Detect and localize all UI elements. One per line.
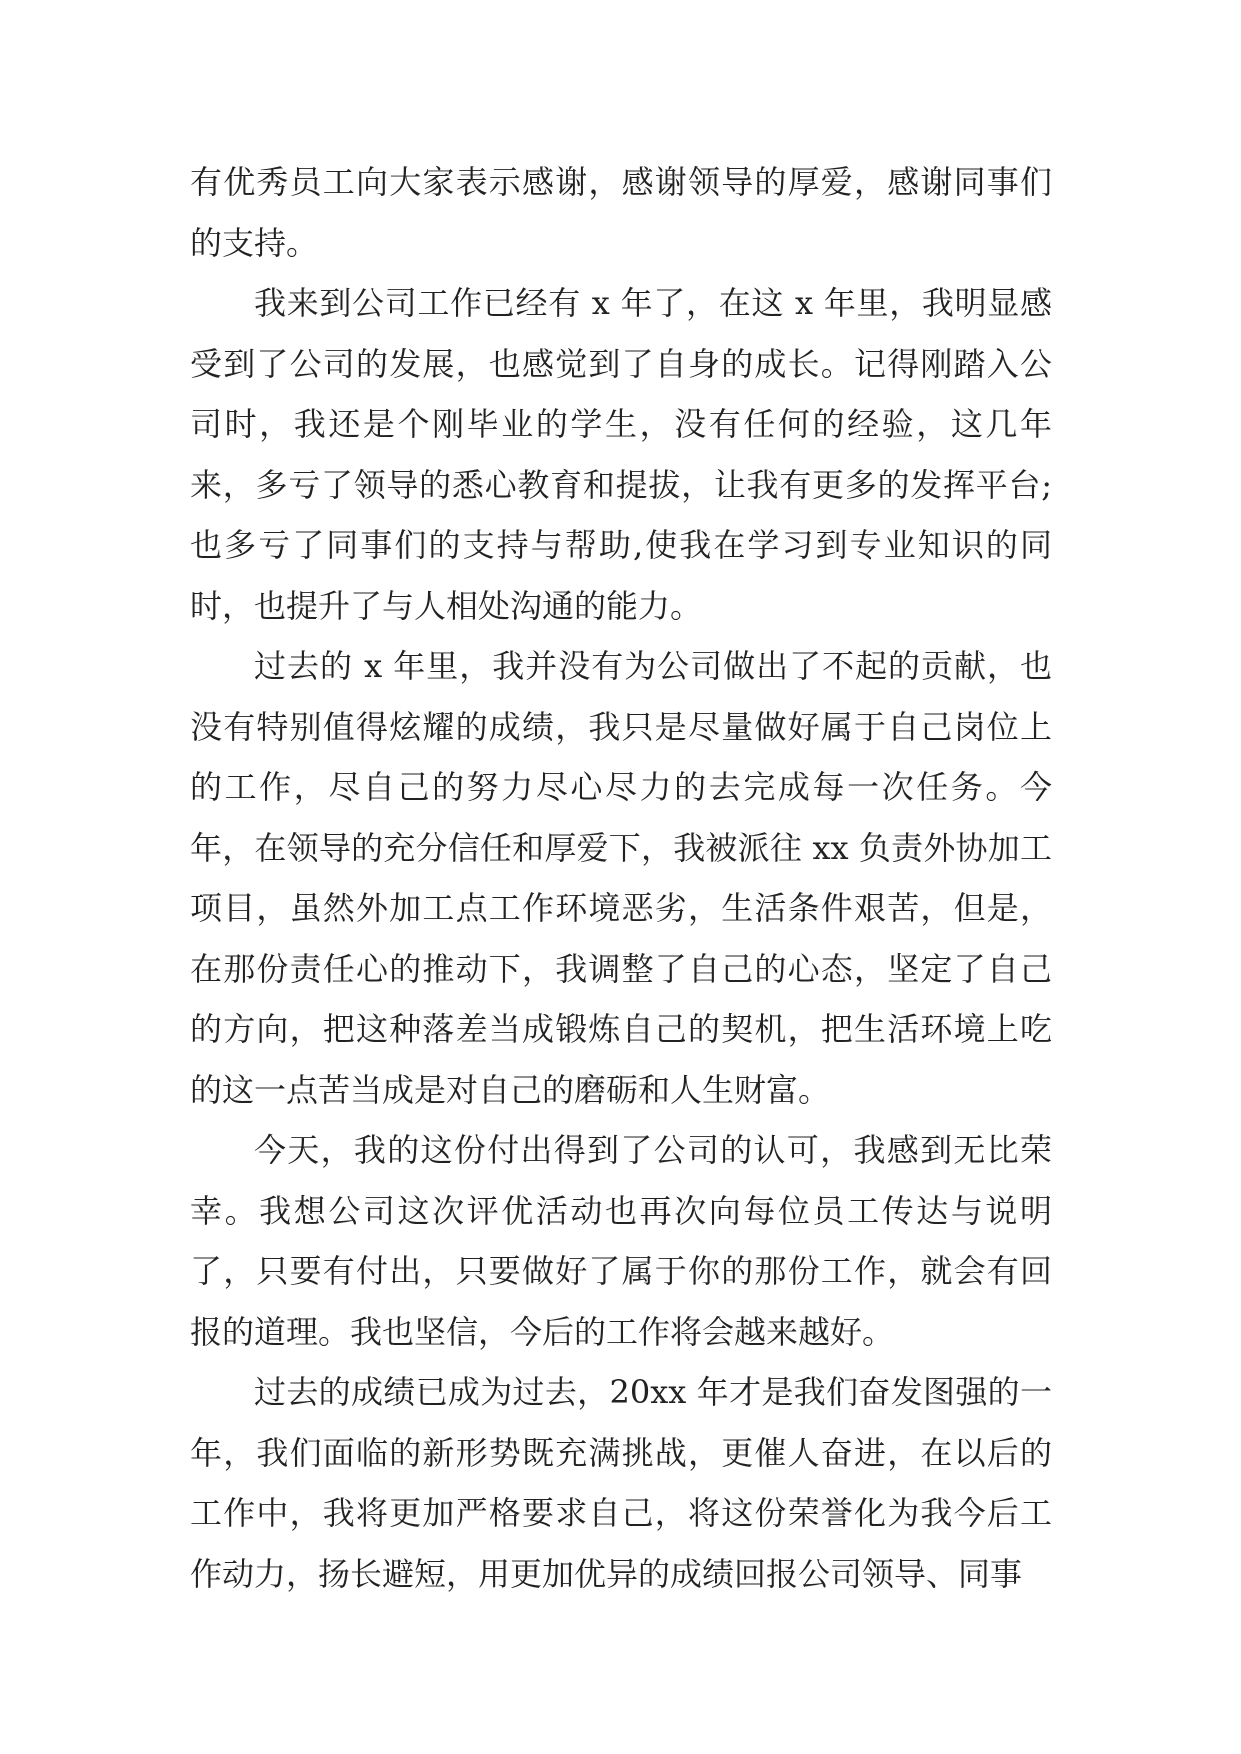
paragraph-continued: 有优秀员工向大家表示感谢，感谢领导的厚爱，感谢同事们的支持。 xyxy=(190,163,1052,262)
paragraph-years-at-company: 我来到公司工作已经有 x 年了，在这 x 年里，我明显感受到了公司的发展，也感觉到了自身的成长。记得刚踏入公司时，我还是个刚毕业的学生，没有任何的经验，这几年来，多亏了领导的悉心教育和提拔，让我有更多的发挥平台;也多亏了同事们的支持与帮助,使我在学习到专业知识的同时，也提升了与人相处沟通的能力。 xyxy=(190,284,1052,625)
document-body xyxy=(190,152,1052,1604)
paragraph-recognition: 今天，我的这份付出得到了公司的认可，我感到无比荣幸。我想公司这次评优活动也再次向每位员工传达与说明了，只要有付出，只要做好了属于你的那份工作，就会有回报的道理。我也坚信，今后的工作将会越来越好。 xyxy=(190,1131,1052,1351)
paragraph-future-goals: 过去的成绩已成为过去，20xx 年才是我们奋发图强的一年，我们面临的新形势既充满挑战，更催人奋进，在以后的工作中，我将更加严格要求自己，将这份荣誉化为我今后工作动力，扬长避短，用更加优异的成绩回报公司领导、同事 xyxy=(190,1373,1052,1593)
paragraph-past-contributions: 过去的 x 年里，我并没有为公司做出了不起的贡献，也没有特别值得炫耀的成绩，我只是尽量做好属于自己岗位上的工作，尽自己的努力尽心尽力的去完成每一次任务。今年，在领导的充分信任和厚爱下，我被派往 xx 负责外协加工项目，虽然外加工点工作环境恶劣，生活条件艰苦，但是，在那份责任心的推动下，我调整了自己的心态，坚定了自己的方向，把这种落差当成锻炼自己的契机，把生活环境上吃的这一点苦当成是对自己的磨砺和人生财富。 xyxy=(190,647,1052,1109)
